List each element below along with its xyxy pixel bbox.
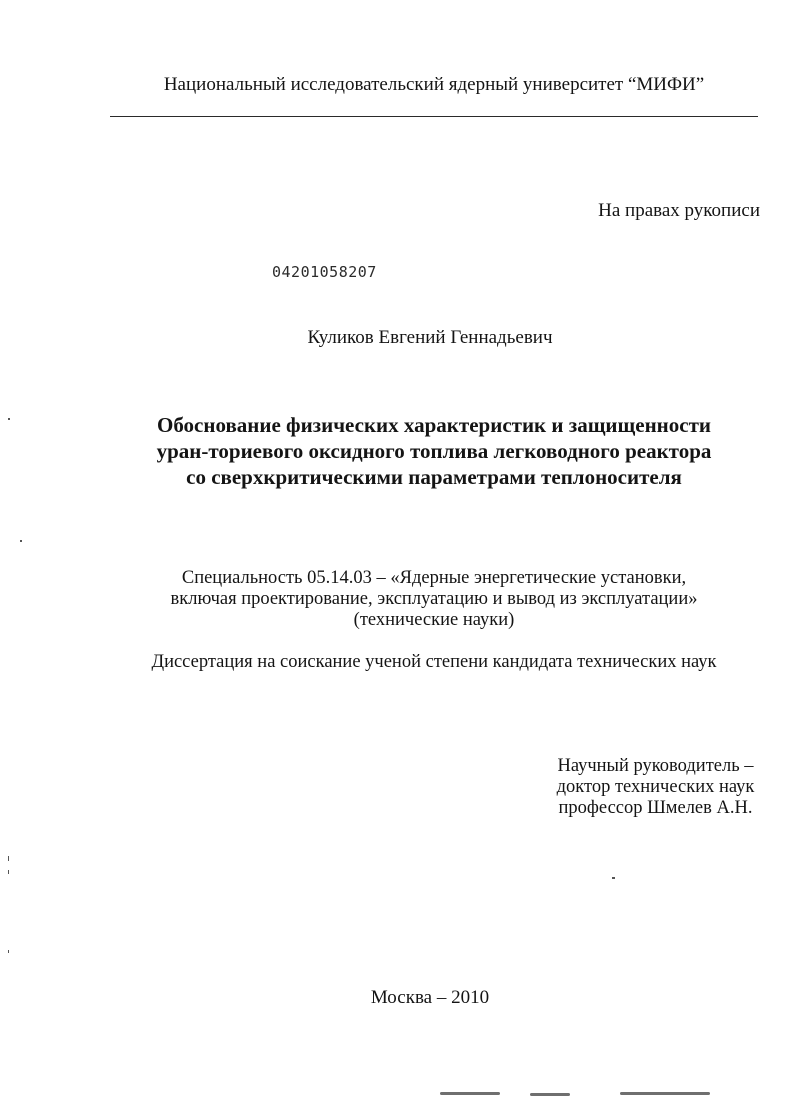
city-and-year: Москва – 2010: [370, 987, 490, 1008]
scan-speck: [8, 418, 10, 420]
supervisor-line: профессор Шмелев А.Н.: [558, 798, 753, 818]
manuscript-rights-note: На правах рукописи: [598, 200, 760, 221]
specialty-line: (технические науки): [353, 610, 515, 630]
title-line: Обоснование физических характеристик и защищенности: [156, 413, 712, 437]
title-line: уран-ториевого оксидного топлива легководного реактора: [156, 439, 712, 463]
supervisor-line: доктор технических наук: [556, 777, 755, 797]
scan-speck: [20, 540, 22, 542]
scan-speck: [8, 870, 9, 874]
specialty-block: [110, 568, 758, 631]
dissertation-title: [110, 412, 758, 490]
scan-smudge: [440, 1092, 500, 1095]
specialty-line: Специальность 05.14.03 – «Ядерные энергетические установки,: [181, 568, 687, 588]
registration-number-stamp: 04201058207: [272, 263, 377, 281]
title-line: со сверхкритическими параметрами теплоносителя: [186, 465, 682, 489]
scan-speck: [8, 950, 9, 953]
scan-speck: [612, 877, 615, 879]
supervisor-line: Научный руководитель –: [557, 756, 754, 776]
university-name: Национальный исследовательский ядерный университет “МИФИ”: [163, 74, 705, 95]
specialty-line: включая проектирование, эксплуатацию и вывод из эксплуатации»: [170, 589, 698, 609]
scan-smudge: [620, 1092, 710, 1095]
supervisor-block: [548, 756, 763, 819]
author-name: Куликов Евгений Геннадьевич: [307, 327, 553, 348]
header-rule: [110, 116, 758, 117]
degree-statement: Диссертация на соискание ученой степени кандидата технических наук: [151, 652, 717, 672]
scan-smudge: [530, 1093, 570, 1096]
scan-speck: [8, 856, 9, 861]
